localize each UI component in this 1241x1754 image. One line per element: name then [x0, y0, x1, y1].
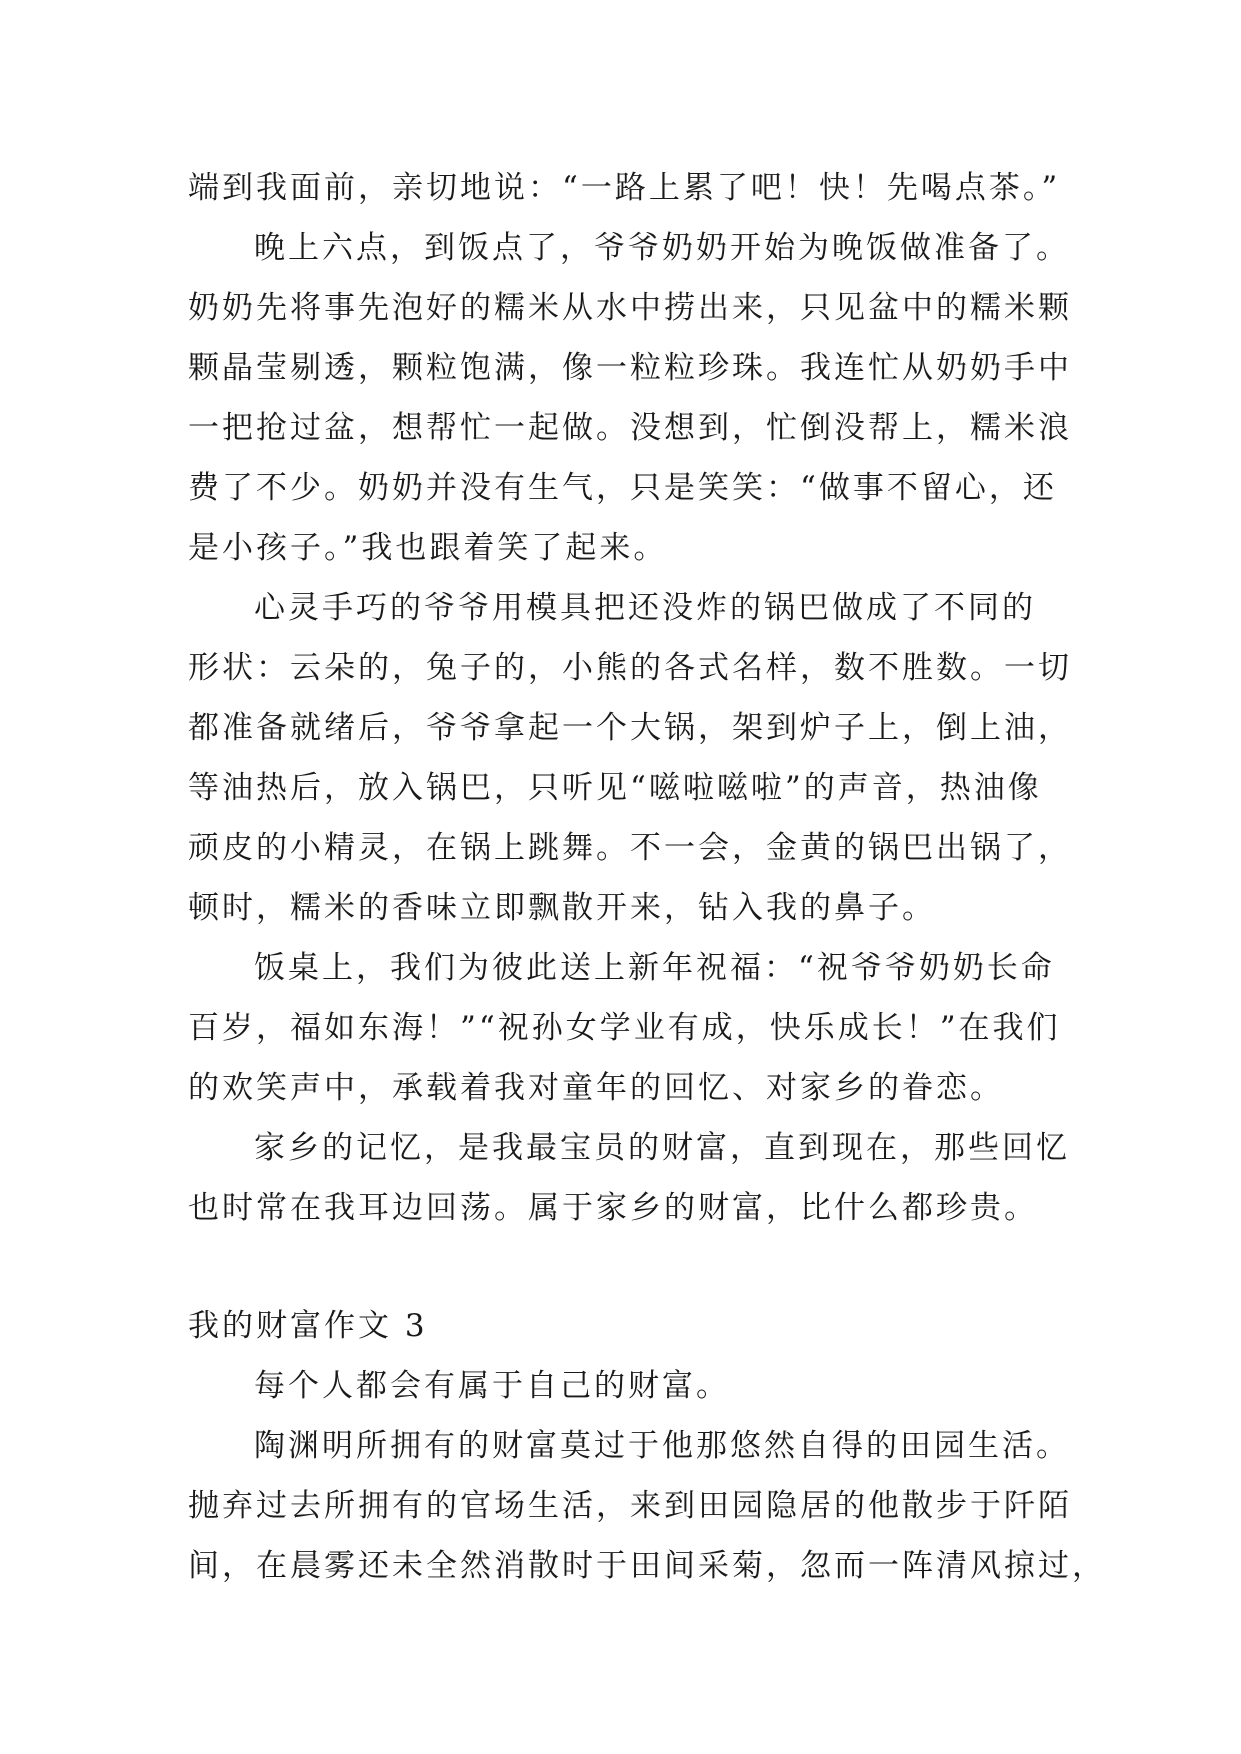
- essay-text: [188, 158, 1106, 1596]
- text-line: 都准备就绪后，爷爷拿起一个大锅，架到炉子上，倒上油，: [188, 710, 1072, 746]
- text-line: 一把抢过盆，想帮忙一起做。没想到，忙倒没帮上，糯米浪: [188, 410, 1072, 446]
- text-line: 是小孩子。”我也跟着笑了起来。: [188, 530, 668, 566]
- text-line: 的欢笑声中，承载着我对童年的回忆、对家乡的眷恋。: [188, 1070, 1004, 1106]
- paragraph-start-line: 晚上六点，到饭点了，爷爷奶奶开始为晚饭做准备了。: [254, 230, 1070, 266]
- text-line: 等油热后，放入锅巴，只听见“嗞啦嗞啦”的声音，热油像: [188, 770, 1042, 806]
- paragraph-start-line: 心灵手巧的爷爷用模具把还没炸的锅巴做成了不同的: [254, 590, 1036, 626]
- text-line: 顿时，糯米的香味立即飘散开来，钻入我的鼻子。: [188, 890, 936, 926]
- text-line: 百岁，福如东海！”“祝孙女学业有成，快乐成长！”在我们: [188, 1010, 1061, 1046]
- paragraph-start-line: 家乡的记忆，是我最宝员的财富，直到现在，那些回忆: [254, 1130, 1070, 1166]
- text-line: 形状：云朵的，兔子的，小熊的各式名样，数不胜数。一切: [188, 650, 1072, 686]
- text-line: 也时常在我耳边回荡。属于家乡的财富，比什么都珍贵。: [188, 1190, 1038, 1226]
- paragraph-start-line: 陶渊明所拥有的财富莫过于他那悠然自得的田园生活。: [254, 1428, 1070, 1464]
- text-line: 颗晶莹剔透，颗粒饱满，像一粒粒珍珠。我连忙从奶奶手中: [188, 350, 1072, 386]
- text-line: 顽皮的小精灵，在锅上跳舞。不一会，金黄的锅巴出锅了，: [188, 830, 1072, 866]
- text-line: 间，在晨雾还未全然消散时于田间采菊，忽而一阵清风掠过，: [188, 1548, 1106, 1584]
- text-line: 奶奶先将事先泡好的糯米从水中捞出来，只见盆中的糯米颗: [188, 290, 1072, 326]
- paragraph-start-line: 每个人都会有属于自己的财富。: [254, 1368, 730, 1404]
- text-line: 端到我面前，亲切地说：“一路上累了吧！快！先喝点茶。”: [188, 170, 1061, 206]
- section-title: 我的财富作文 3: [188, 1308, 428, 1344]
- section-gap: [188, 1238, 1068, 1296]
- paragraph-start-line: 饭桌上，我们为彼此送上新年祝福：“祝爷爷奶奶长命: [254, 950, 1055, 986]
- text-line: 抛弃过去所拥有的官场生活，来到田园隐居的他散步于阡陌: [188, 1488, 1072, 1524]
- text-line: 费了不少。奶奶并没有生气，只是笑笑：“做事不留心，还: [188, 470, 1057, 506]
